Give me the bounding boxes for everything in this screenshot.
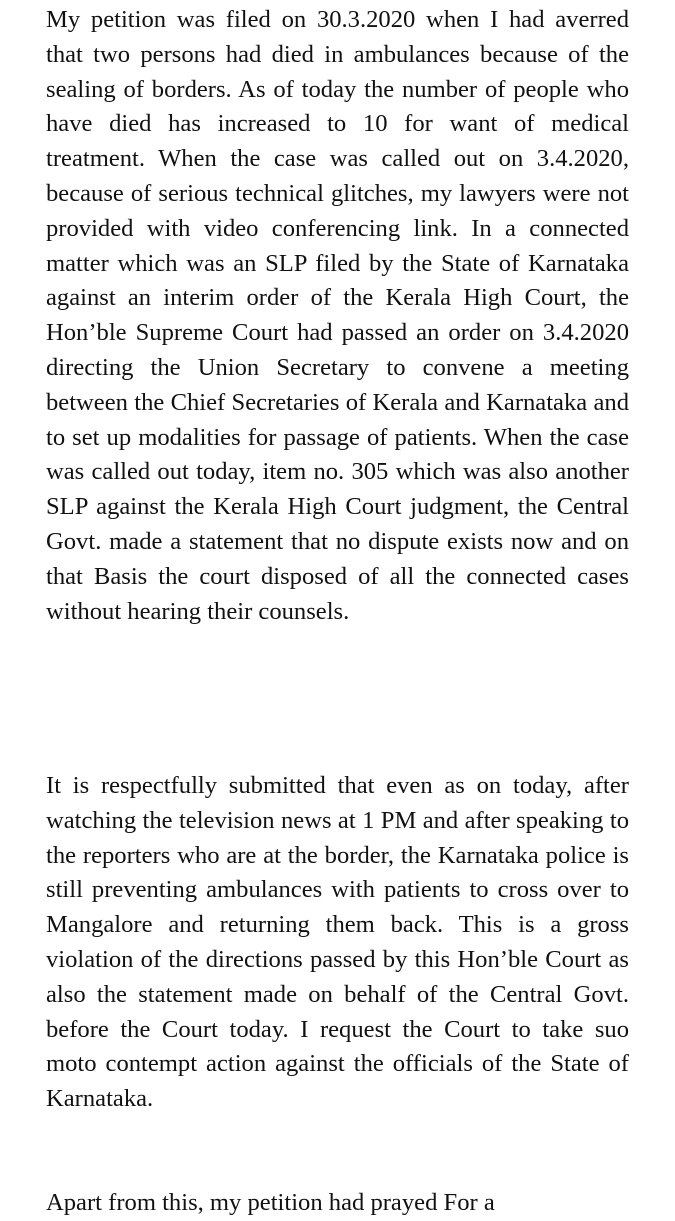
paragraph-petition-filing: My petition was filed on 30.3.2020 when I had averred that two persons had died in ambulances because of the sealing of borders. As of today the number of people who have died has increased to 10 for want of medical treatment. When the case was called out on 3.4.2020, because of serious technical glitches, my lawyers were not provided with video conferencing link. In a connected matter which was an SLP filed by the State of Karnataka against an interim order of the Kerala High Court, the Hon’ble Supreme Court had passed an order on 3.4.2020 directing the Union Secretary to convene a meeting between the Chief Secretaries of Kerala and Karnataka and to set up modalities for passage of patients. When the case was called out today, item no. 305 which was also another SLP against the Kerala High Court judgment, the Central Govt. made a statement that no dispute exists now and on that Basis the court disposed of all the connected cases without hearing their counsels. [46,6,629,625]
paragraph-prayer-partial: Apart from this, my petition had prayed For a [46,1189,495,1216]
paragraph-respectful-submission: It is respectfully submitted that even as on today, after watching the television news at 1 PM and after speaking to the reporters who are at the border, the Karnataka police is still preventing ambulances with patients to cross over to Mangalore and returning them back. This is a gross violation of the directions passed by this Hon’ble Court as also the statement made on behalf of the Central Govt. before the Court today. I request the Court to take suo moto contempt action against the officials of the State of Karnataka. [46,772,629,1113]
